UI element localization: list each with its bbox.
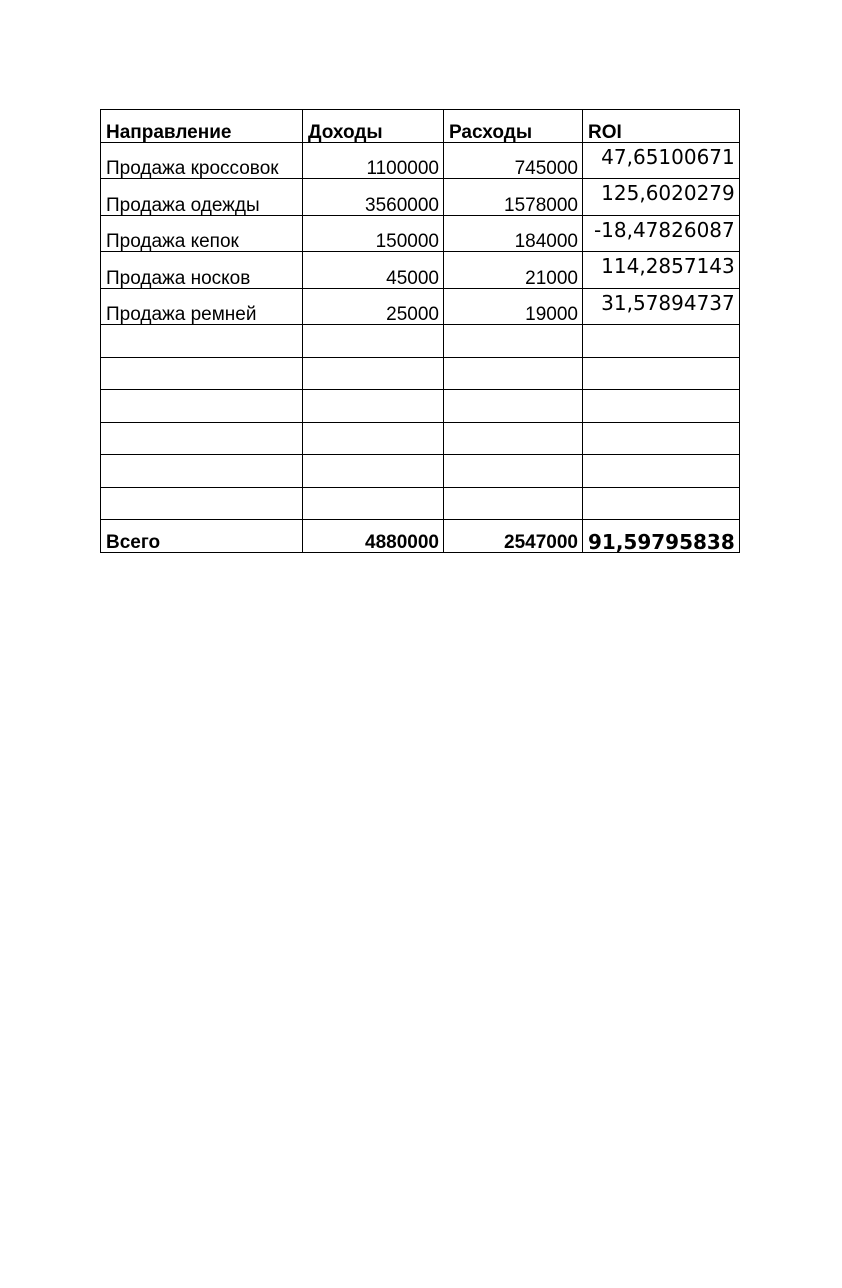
empty-cell <box>303 487 444 520</box>
empty-cell <box>101 487 303 520</box>
row-direction: Продажа одежды <box>101 179 303 216</box>
roi-table <box>100 109 740 553</box>
empty-row <box>101 357 740 390</box>
row-expenses: 184000 <box>444 215 583 252</box>
row-expenses: 21000 <box>444 252 583 289</box>
empty-cell <box>583 422 740 455</box>
row-direction: Продажа носков <box>101 252 303 289</box>
empty-row <box>101 455 740 488</box>
row-expenses: 1578000 <box>444 179 583 216</box>
empty-cell <box>444 455 583 488</box>
row-income: 3560000 <box>303 179 444 216</box>
empty-cell <box>101 390 303 423</box>
empty-cell <box>101 422 303 455</box>
row-income: 25000 <box>303 288 444 325</box>
empty-cell <box>583 390 740 423</box>
empty-cell <box>303 357 444 390</box>
empty-cell <box>303 455 444 488</box>
header-income: Доходы <box>303 110 444 143</box>
table-row <box>101 288 740 325</box>
table-row <box>101 252 740 289</box>
empty-cell <box>101 455 303 488</box>
row-direction: Продажа ремней <box>101 288 303 325</box>
header-direction: Направление <box>101 110 303 143</box>
row-income: 150000 <box>303 215 444 252</box>
row-expenses: 745000 <box>444 142 583 179</box>
row-direction: Продажа кепок <box>101 215 303 252</box>
empty-cell <box>303 325 444 358</box>
row-income: 45000 <box>303 252 444 289</box>
empty-cell <box>583 357 740 390</box>
total-expenses: 2547000 <box>444 520 583 553</box>
table-row <box>101 215 740 252</box>
row-roi: -18,47826087 <box>583 215 740 252</box>
empty-cell <box>444 325 583 358</box>
empty-cell <box>444 357 583 390</box>
empty-cell <box>583 325 740 358</box>
empty-cell <box>444 487 583 520</box>
total-roi: 91,59795838 <box>583 520 740 553</box>
empty-row <box>101 487 740 520</box>
row-income: 1100000 <box>303 142 444 179</box>
row-roi: 114,2857143 <box>583 252 740 289</box>
row-roi: 31,57894737 <box>583 288 740 325</box>
total-income: 4880000 <box>303 520 444 553</box>
total-row <box>101 520 740 553</box>
table-header-row <box>101 110 740 143</box>
table-row <box>101 142 740 179</box>
empty-cell <box>444 422 583 455</box>
row-expenses: 19000 <box>444 288 583 325</box>
empty-cell <box>583 487 740 520</box>
empty-row <box>101 422 740 455</box>
table-row <box>101 179 740 216</box>
empty-cell <box>101 325 303 358</box>
empty-cell <box>444 390 583 423</box>
row-roi: 125,6020279 <box>583 179 740 216</box>
empty-cell <box>303 422 444 455</box>
empty-cell <box>583 455 740 488</box>
empty-row <box>101 325 740 358</box>
empty-cell <box>303 390 444 423</box>
header-roi: ROI <box>583 110 740 143</box>
total-label: Всего <box>101 520 303 553</box>
header-expenses: Расходы <box>444 110 583 143</box>
row-direction: Продажа кроссовок <box>101 142 303 179</box>
empty-row <box>101 390 740 423</box>
row-roi: 47,65100671 <box>583 142 740 179</box>
empty-cell <box>101 357 303 390</box>
